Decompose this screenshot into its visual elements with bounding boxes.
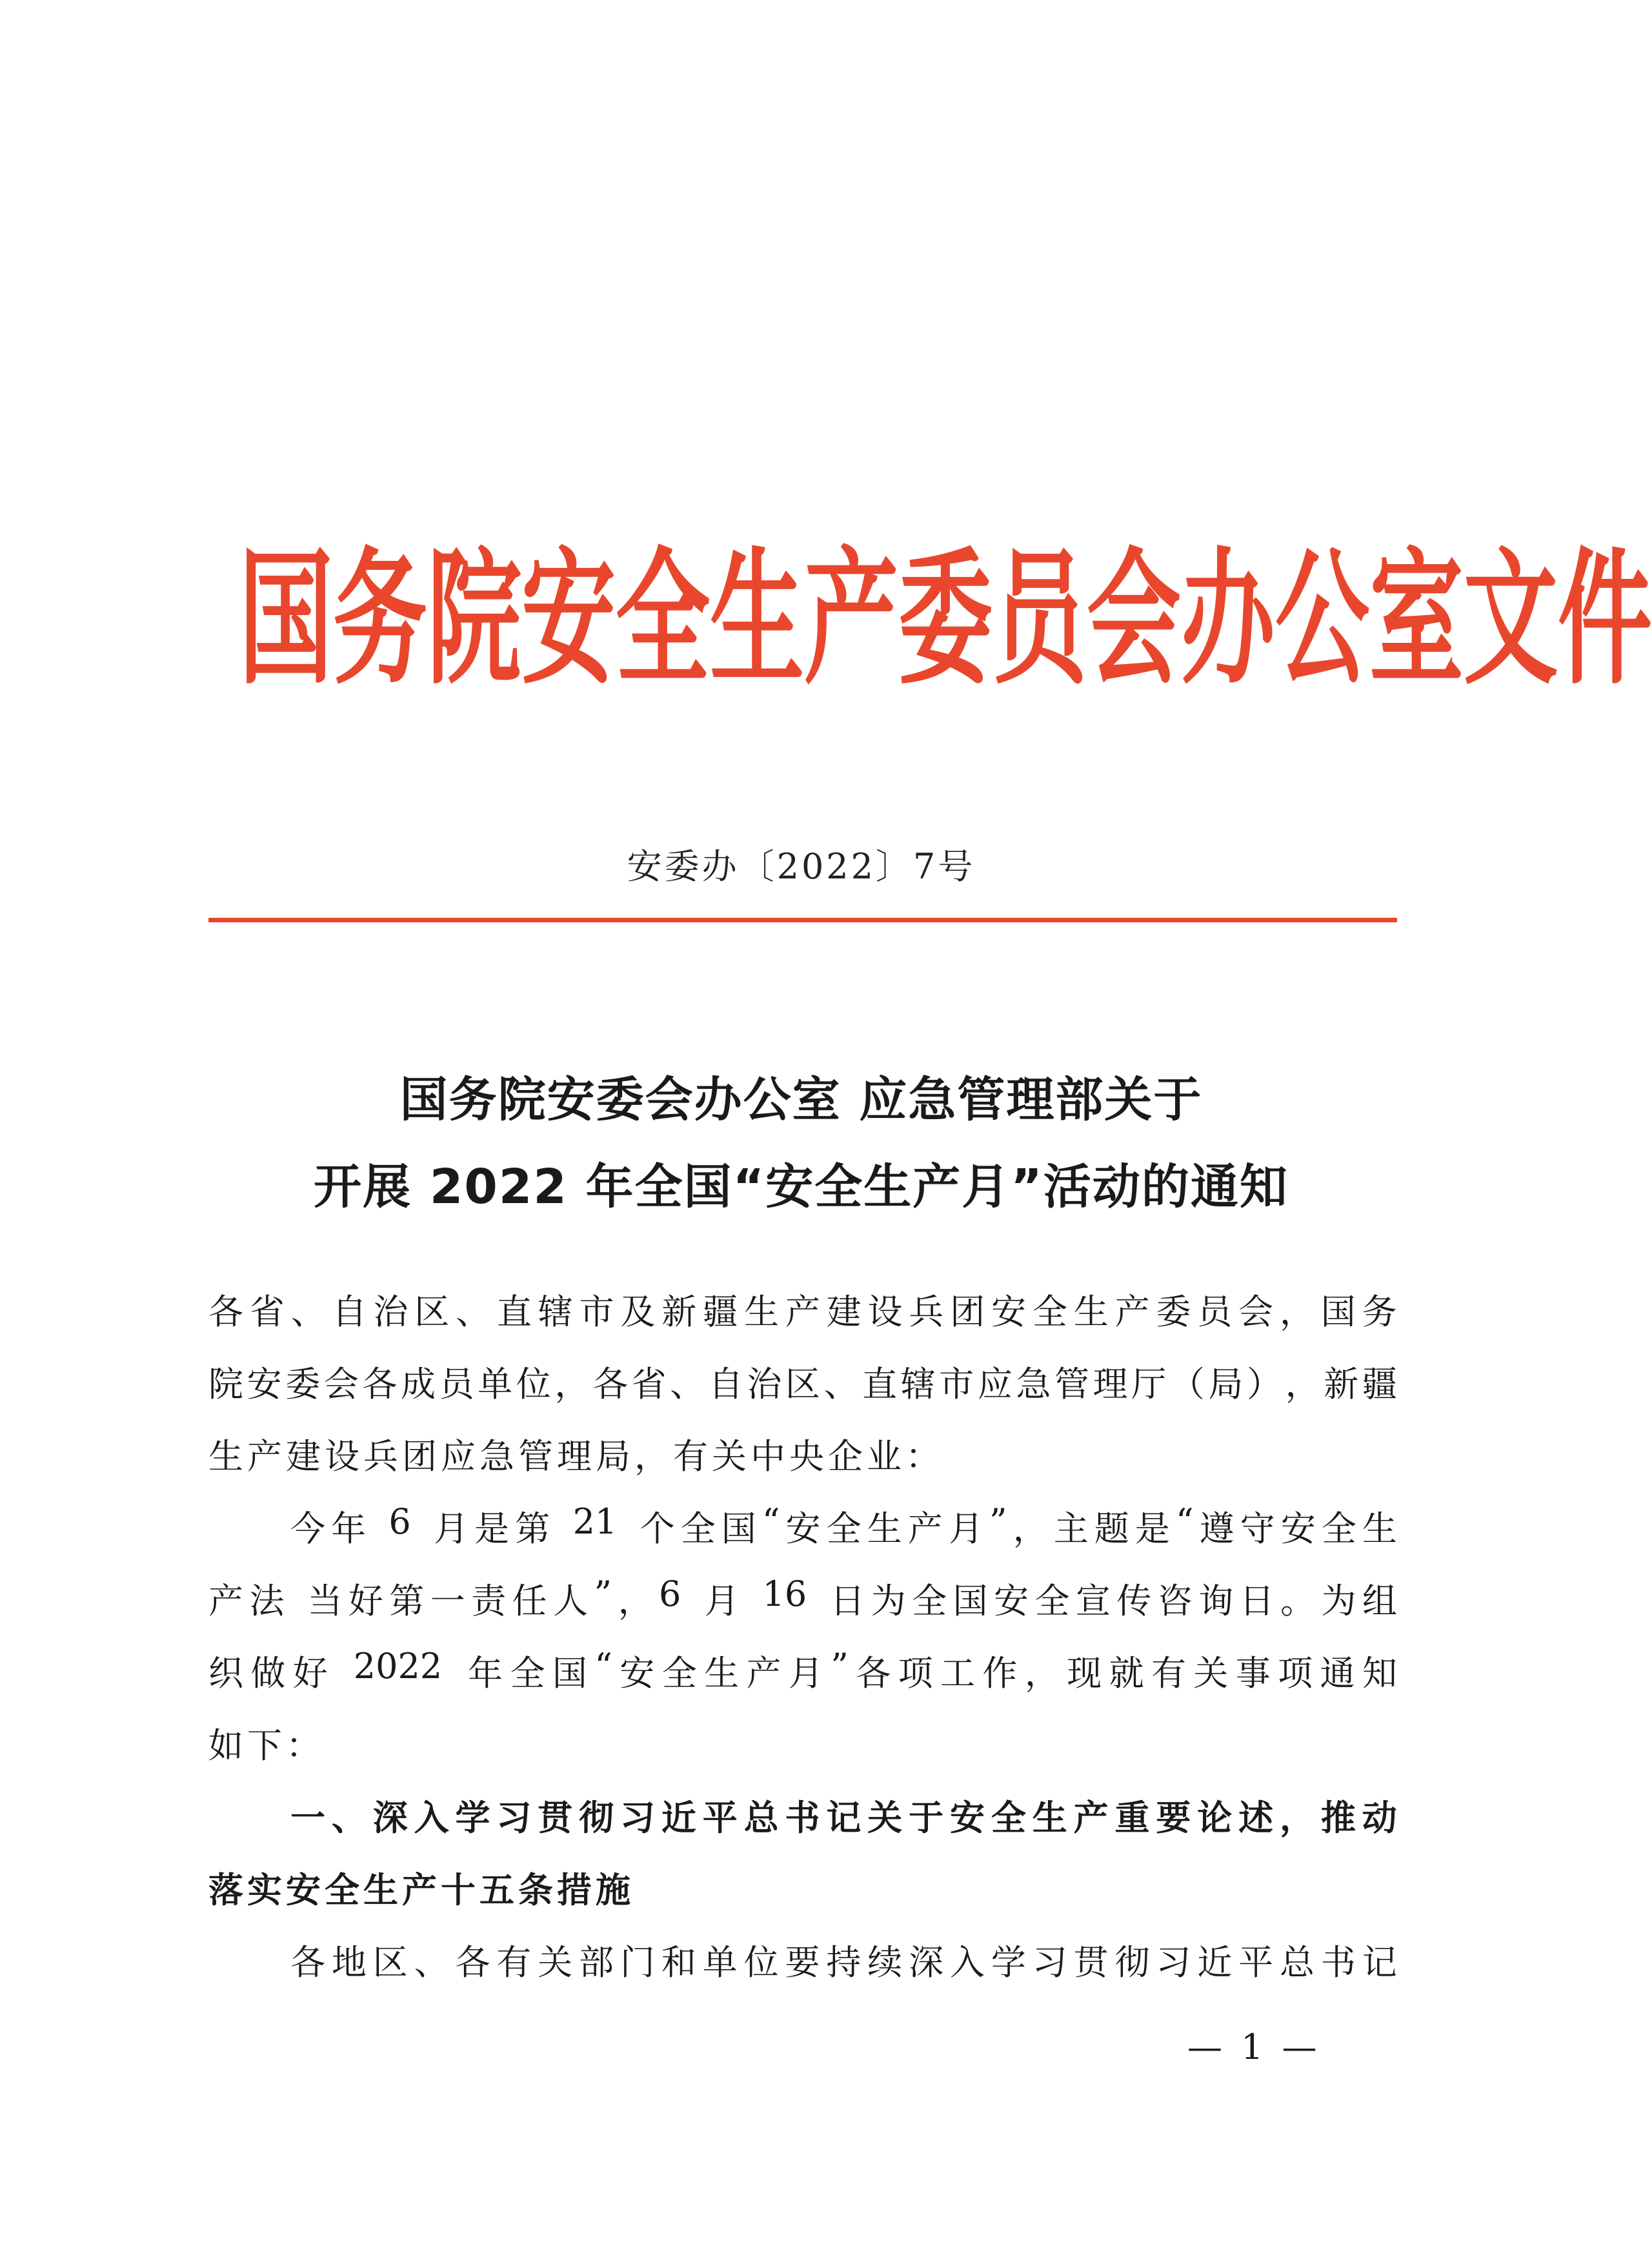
text-char: 月 bbox=[434, 1508, 469, 1549]
text-char: 总 bbox=[1280, 1942, 1315, 1983]
text-char: 生 bbox=[704, 1653, 740, 1694]
text-space bbox=[623, 1501, 634, 1551]
text-char: ” bbox=[831, 1646, 849, 1687]
paragraph-1-line-2 bbox=[208, 1574, 1397, 1623]
text-char: 为 bbox=[871, 1581, 906, 1621]
text-char: 16 bbox=[762, 1574, 807, 1614]
text-char: 通 bbox=[1320, 1653, 1355, 1694]
text-char: 传 bbox=[1116, 1581, 1152, 1621]
text-char: 法 bbox=[249, 1581, 285, 1621]
text-char: 及 bbox=[620, 1292, 656, 1332]
text-space bbox=[335, 1646, 346, 1696]
text-char: 题 bbox=[1094, 1508, 1129, 1549]
text-char: 一 bbox=[430, 1581, 465, 1621]
page-number: — 1 — bbox=[1187, 2027, 1321, 2067]
text-char: 咨 bbox=[1157, 1581, 1193, 1621]
text-char: ， bbox=[1279, 1292, 1315, 1332]
header-char: 公 bbox=[1275, 534, 1369, 705]
text-char: 关 bbox=[867, 1798, 903, 1838]
text-char: 持 bbox=[826, 1942, 861, 1983]
text-char: 平 bbox=[1238, 1942, 1274, 1983]
text-char: 、 bbox=[823, 1364, 859, 1404]
text-char: 全 bbox=[1032, 1292, 1067, 1332]
text-char: 产 bbox=[208, 1581, 243, 1621]
text-char: 生 bbox=[743, 1292, 779, 1332]
section-1-heading-line-2: 落实安全生产十五条措施 bbox=[208, 1870, 634, 1910]
text-char: 做 bbox=[250, 1653, 286, 1694]
text-char: 为 bbox=[1321, 1581, 1356, 1621]
text-char: 全 bbox=[661, 1653, 697, 1694]
text-char: 平 bbox=[702, 1798, 738, 1838]
recipients-line-1 bbox=[208, 1284, 1397, 1334]
text-char: 委 bbox=[285, 1364, 321, 1404]
text-char: 是 bbox=[474, 1508, 510, 1549]
text-char: 生 bbox=[867, 1508, 902, 1549]
text-char: 月 bbox=[788, 1653, 823, 1694]
header-char: 安 bbox=[521, 534, 616, 705]
text-char: 省 bbox=[249, 1292, 285, 1332]
text-char: 理 bbox=[1093, 1364, 1128, 1404]
text-char: 第 bbox=[515, 1508, 550, 1549]
text-char: 区 bbox=[414, 1292, 450, 1332]
text-char: 6 bbox=[659, 1574, 681, 1614]
text-char: 省 bbox=[631, 1364, 667, 1404]
text-char: 6 bbox=[388, 1501, 411, 1542]
text-char: 区 bbox=[785, 1364, 820, 1404]
text-char: 责 bbox=[471, 1581, 507, 1621]
text-char: 院 bbox=[208, 1364, 243, 1404]
text-char: 年 bbox=[331, 1508, 367, 1549]
text-char: 遵 bbox=[1199, 1508, 1234, 1549]
text-char: 今 bbox=[290, 1508, 325, 1549]
text-char: 市 bbox=[579, 1292, 614, 1332]
text-char: 生 bbox=[1362, 1508, 1397, 1549]
text-char: 续 bbox=[867, 1942, 903, 1983]
text-char: ” bbox=[989, 1501, 1007, 1542]
text-char: 各 bbox=[856, 1653, 891, 1694]
text-char: 、 bbox=[670, 1364, 705, 1404]
recipients-line-3: 生产建设兵团应急管理局，有关中央企业： bbox=[208, 1436, 944, 1477]
text-char: 重 bbox=[1114, 1798, 1150, 1838]
text-char: 任 bbox=[512, 1581, 547, 1621]
text-char: 直 bbox=[496, 1292, 532, 1332]
text-char: 月 bbox=[704, 1581, 740, 1621]
text-space bbox=[745, 1574, 756, 1623]
text-char: 日 bbox=[1239, 1581, 1274, 1621]
text-char: 全 bbox=[680, 1508, 716, 1549]
text-char: 书 bbox=[785, 1798, 820, 1838]
text-char: 成 bbox=[400, 1364, 436, 1404]
document-number: 安委办〔2022〕7号 bbox=[627, 846, 976, 887]
text-char: 学 bbox=[455, 1798, 490, 1838]
text-char: 各 bbox=[208, 1292, 243, 1332]
text-char: 习 bbox=[1156, 1942, 1191, 1983]
text-char: 第 bbox=[389, 1581, 425, 1621]
text-char: 设 bbox=[867, 1292, 903, 1332]
text-char: 人 bbox=[553, 1581, 589, 1621]
text-char: 全 bbox=[912, 1581, 947, 1621]
text-char: 局 bbox=[1208, 1364, 1244, 1404]
text-char: 好 bbox=[348, 1581, 383, 1621]
text-char: 地 bbox=[331, 1942, 367, 1983]
text-char: 深 bbox=[372, 1798, 408, 1838]
text-char: 有 bbox=[1151, 1653, 1186, 1694]
text-char: 管 bbox=[1054, 1364, 1090, 1404]
text-char: 产 bbox=[746, 1653, 781, 1694]
text-char: 记 bbox=[1362, 1942, 1397, 1983]
text-char: 位 bbox=[743, 1942, 779, 1983]
text-char: 个 bbox=[640, 1508, 675, 1549]
text-char: 论 bbox=[1197, 1798, 1233, 1838]
red-separator-line bbox=[208, 918, 1397, 922]
text-char: 团 bbox=[950, 1292, 985, 1332]
text-char: 国 bbox=[952, 1581, 988, 1621]
text-char: 区 bbox=[372, 1942, 408, 1983]
text-char: 辖 bbox=[900, 1364, 936, 1404]
text-char: 彻 bbox=[1114, 1942, 1150, 1983]
text-char: 2022 bbox=[353, 1646, 443, 1687]
text-char: 全 bbox=[826, 1508, 861, 1549]
text-char: 、 bbox=[414, 1942, 449, 1983]
header-char: 产 bbox=[804, 534, 898, 705]
text-char: 全 bbox=[991, 1798, 1026, 1838]
text-char: 产 bbox=[1114, 1292, 1150, 1332]
text-char: 作 bbox=[982, 1653, 1018, 1694]
text-char: 厅 bbox=[1131, 1364, 1167, 1404]
text-char: 学 bbox=[991, 1942, 1026, 1983]
text-char: ， bbox=[618, 1581, 653, 1621]
text-char: 全 bbox=[510, 1653, 545, 1694]
text-char: 要 bbox=[1156, 1798, 1191, 1838]
text-space bbox=[813, 1574, 824, 1623]
header-char: 办 bbox=[1181, 534, 1275, 705]
paragraph-1-line-4: 如下： bbox=[208, 1725, 325, 1766]
text-char: 产 bbox=[785, 1292, 820, 1332]
text-char: 当 bbox=[307, 1581, 343, 1621]
text-char: 贯 bbox=[538, 1798, 573, 1838]
text-char: 产 bbox=[1073, 1798, 1109, 1838]
text-char: 好 bbox=[292, 1653, 328, 1694]
text-char: 自 bbox=[332, 1292, 367, 1332]
text-char: 新 bbox=[1324, 1364, 1359, 1404]
text-char: 要 bbox=[785, 1942, 820, 1983]
text-char: 是 bbox=[1134, 1508, 1170, 1549]
text-char: 部 bbox=[579, 1942, 614, 1983]
notice-title-line-2: 开展 2022 年全国“安全生产月”活动的通知 bbox=[314, 1159, 1289, 1215]
text-char: 主 bbox=[1053, 1508, 1089, 1549]
text-char: 各 bbox=[592, 1364, 628, 1404]
text-char: 安 bbox=[620, 1653, 655, 1694]
paragraph-2-line-1 bbox=[290, 1935, 1397, 1985]
text-char: 记 bbox=[826, 1798, 861, 1838]
text-char: 事 bbox=[1235, 1653, 1271, 1694]
text-char: 深 bbox=[909, 1942, 944, 1983]
paragraph-1-line-1 bbox=[290, 1501, 1397, 1551]
text-char: 、 bbox=[290, 1292, 326, 1332]
text-char: ， bbox=[554, 1364, 590, 1404]
text-space bbox=[290, 1574, 301, 1623]
text-char: 近 bbox=[1197, 1942, 1233, 1983]
header-char: 国 bbox=[239, 534, 333, 705]
text-char: 安 bbox=[1280, 1508, 1316, 1549]
text-char: 产 bbox=[907, 1508, 943, 1549]
text-char: ， bbox=[1024, 1653, 1060, 1694]
text-char: 门 bbox=[620, 1942, 655, 1983]
text-char: 近 bbox=[661, 1798, 696, 1838]
text-char: ， bbox=[1280, 1798, 1315, 1838]
text-char: 、 bbox=[331, 1798, 367, 1838]
text-char: ） bbox=[1247, 1364, 1282, 1404]
header-char: 全 bbox=[616, 534, 710, 705]
text-char: 入 bbox=[414, 1798, 449, 1838]
text-char: 、 bbox=[456, 1292, 491, 1332]
text-char: 。 bbox=[1280, 1581, 1316, 1621]
text-char: ， bbox=[1285, 1364, 1320, 1404]
notice-title-line-1: 国务院安委会办公室 应急管理部关于 bbox=[399, 1072, 1203, 1128]
text-char: 有 bbox=[496, 1942, 532, 1983]
text-char: 应 bbox=[977, 1364, 1012, 1404]
text-char: 国 bbox=[721, 1508, 756, 1549]
text-char: 总 bbox=[743, 1798, 779, 1838]
header-char: 件 bbox=[1558, 534, 1652, 705]
text-char: 安 bbox=[950, 1798, 985, 1838]
text-char: 现 bbox=[1067, 1653, 1102, 1694]
text-char: 疆 bbox=[703, 1292, 738, 1332]
text-char: 各 bbox=[290, 1942, 325, 1983]
header-char: 员 bbox=[992, 534, 1087, 705]
text-char: 一 bbox=[290, 1798, 325, 1838]
section-1-heading-line-1 bbox=[290, 1790, 1397, 1840]
text-char: “ bbox=[1175, 1501, 1194, 1542]
text-char: 各 bbox=[362, 1364, 398, 1404]
header-char: 务 bbox=[333, 534, 427, 705]
text-char: 年 bbox=[468, 1653, 503, 1694]
text-char: 务 bbox=[1362, 1292, 1397, 1332]
text-char: 织 bbox=[208, 1653, 243, 1694]
text-char: 自 bbox=[708, 1364, 743, 1404]
text-char: 习 bbox=[1032, 1942, 1067, 1983]
text-space bbox=[450, 1646, 461, 1696]
text-char: 会 bbox=[1238, 1292, 1274, 1332]
text-char: 和 bbox=[661, 1942, 696, 1983]
text-char: 习 bbox=[496, 1798, 532, 1838]
text-space bbox=[417, 1501, 428, 1551]
text-char: （ bbox=[1169, 1364, 1205, 1404]
text-char: ” bbox=[594, 1574, 612, 1614]
text-char: 会 bbox=[323, 1364, 359, 1404]
text-space bbox=[372, 1501, 383, 1551]
text-char: 全 bbox=[1321, 1508, 1356, 1549]
text-char: 单 bbox=[478, 1364, 513, 1404]
text-char: 习 bbox=[620, 1798, 655, 1838]
text-char: 安 bbox=[247, 1364, 282, 1404]
text-char: 新 bbox=[661, 1292, 697, 1332]
text-char: 贯 bbox=[1073, 1942, 1109, 1983]
text-char: 治 bbox=[373, 1292, 408, 1332]
text-char: 就 bbox=[1109, 1653, 1144, 1694]
text-char: 全 bbox=[1034, 1581, 1070, 1621]
text-char: 述 bbox=[1238, 1798, 1274, 1838]
text-char: 安 bbox=[991, 1292, 1027, 1332]
text-space bbox=[556, 1501, 567, 1551]
text-char: 直 bbox=[862, 1364, 898, 1404]
text-char: 于 bbox=[909, 1798, 944, 1838]
text-char: 入 bbox=[950, 1942, 985, 1983]
text-char: 急 bbox=[1016, 1364, 1051, 1404]
paragraph-1-line-3 bbox=[208, 1646, 1397, 1696]
text-char: 市 bbox=[939, 1364, 974, 1404]
text-char: 建 bbox=[826, 1292, 861, 1332]
text-char: 21 bbox=[572, 1501, 618, 1542]
text-char: 治 bbox=[747, 1364, 782, 1404]
text-char: ， bbox=[1012, 1508, 1048, 1549]
text-char: 彻 bbox=[579, 1798, 614, 1838]
text-char: 单 bbox=[702, 1942, 738, 1983]
text-char: 安 bbox=[785, 1508, 821, 1549]
text-char: 员 bbox=[1197, 1292, 1233, 1332]
text-char: 各 bbox=[455, 1942, 490, 1983]
header-char: 室 bbox=[1369, 534, 1464, 705]
text-char: 动 bbox=[1362, 1798, 1397, 1838]
text-char: 书 bbox=[1320, 1942, 1356, 1983]
text-char: 兵 bbox=[909, 1292, 944, 1332]
text-char: 位 bbox=[516, 1364, 551, 1404]
text-char: 委 bbox=[1156, 1292, 1191, 1332]
header-char: 院 bbox=[427, 534, 521, 705]
text-char: 疆 bbox=[1362, 1364, 1397, 1404]
issuing-organization-header bbox=[239, 529, 1652, 710]
text-space bbox=[687, 1574, 698, 1623]
text-char: 月 bbox=[948, 1508, 983, 1549]
text-char: 宣 bbox=[1075, 1581, 1111, 1621]
text-char: “ bbox=[594, 1646, 612, 1687]
text-char: 日 bbox=[830, 1581, 865, 1621]
text-char: 项 bbox=[898, 1653, 933, 1694]
text-char: 辖 bbox=[538, 1292, 573, 1332]
text-char: 关 bbox=[538, 1942, 573, 1983]
text-char: 安 bbox=[994, 1581, 1029, 1621]
text-char: 知 bbox=[1362, 1653, 1397, 1694]
recipients-line-2 bbox=[208, 1357, 1397, 1406]
text-char: 国 bbox=[552, 1653, 587, 1694]
text-char: 守 bbox=[1240, 1508, 1275, 1549]
header-char: 委 bbox=[898, 534, 992, 705]
header-char: 文 bbox=[1464, 534, 1558, 705]
text-char: “ bbox=[761, 1501, 780, 1542]
header-char: 生 bbox=[710, 534, 804, 705]
text-char: 组 bbox=[1362, 1581, 1397, 1621]
text-char: 员 bbox=[439, 1364, 474, 1404]
text-char: 国 bbox=[1320, 1292, 1356, 1332]
text-char: 关 bbox=[1193, 1653, 1229, 1694]
text-char: 推 bbox=[1320, 1798, 1356, 1838]
header-char: 会 bbox=[1087, 534, 1181, 705]
text-char: 生 bbox=[1073, 1292, 1109, 1332]
text-char: 项 bbox=[1278, 1653, 1313, 1694]
text-char: 生 bbox=[1032, 1798, 1067, 1838]
text-char: 询 bbox=[1198, 1581, 1234, 1621]
text-char: 工 bbox=[940, 1653, 976, 1694]
